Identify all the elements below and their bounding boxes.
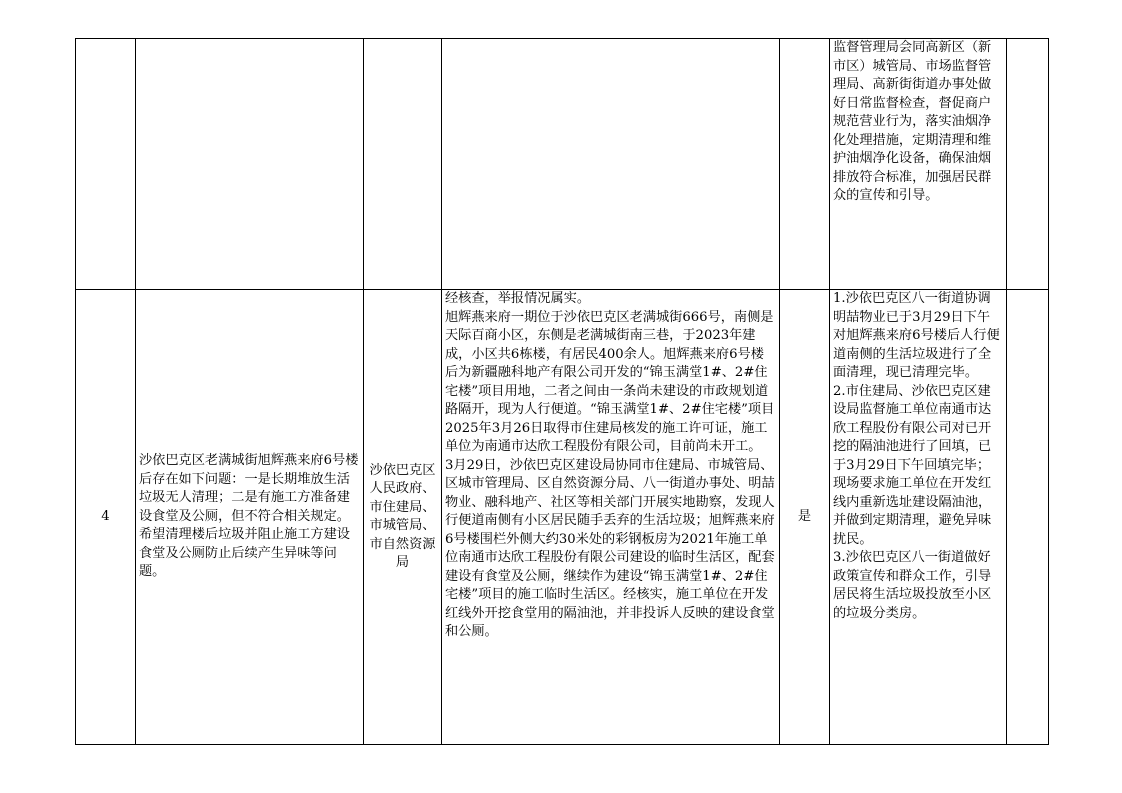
cell-findings [442, 290, 780, 745]
findings-paragraph: 经核查，举报情况属实。 [445, 291, 591, 306]
findings-paragraph: 3月29日，沙依巴克区建设局协同市住建局、市城管局、区城市管理局、区自然资源分局、八一街道办事处、明喆物业、融科地产、社区等相关部门开展实地勘察，发现人行便道南侧有小区居民随手丢弃的生活垃圾；旭辉燕来府6号楼围栏外侧大约30米处的彩钢板房为2021年施工单位南通市达欣工程股份有限公司建设的临时生活区，配套建设有食堂及公厕，继续作为建设“锦玉满堂1#、2#住宅楼”项目的施工临时生活区。经核实，施工单位在开发红线外开挖食堂用的隔油池，并非投诉人反映的建设食堂和公厕。 [445, 457, 775, 639]
measure-item: 3.沙依巴克区八一街道做好政策宣传和群众工作，引导居民将生活垃圾投放至小区的垃圾分类房。 [833, 550, 992, 621]
cell-number-empty [76, 39, 136, 290]
cell-departments-empty [364, 39, 442, 290]
cell-departments: 沙依巴克区人民政府、市住建局、市城管局、市自然资源局 [364, 290, 442, 745]
findings-paragraph: 旭辉燕来府一期位于沙依巴克区老满城街666号，南侧是天际百商小区，东侧是老满城街南三巷，于2023年建成，小区共6栋楼，有居民400余人。旭辉燕来府6号楼后为新疆融科地产有限公司开发的“锦玉满堂1#、2#住宅楼”项目用地，二者之间由一条尚未建设的市政规划道路隔开，现为人行便道。“锦玉满堂1#、2#住宅楼”项目2025年3月26日取得市住建局核发的施工许可证，施工单位为南通市达欣工程股份有限公司，目前尚未开工。 [445, 309, 775, 454]
cell-complaint-empty [136, 39, 364, 290]
cell-findings-empty [442, 39, 780, 290]
cell-measures [830, 290, 1007, 745]
cell-handling-measures: 监督管理局会同高新区（新市区）城管局、市场监督管理局、高新街街道办事处做好日常监督检查，督促商户规范营业行为，落实油烟净化处理措施，定期清理和维护油烟净化设备，确保油烟排放符合标准，加强居民群众的宣传和引导。 [830, 39, 1007, 290]
cell-verified: 是 [780, 290, 830, 745]
table-row [76, 290, 1049, 745]
cell-verified-empty [780, 39, 830, 290]
complaint-table [75, 38, 1049, 745]
cell-remarks-empty [1007, 39, 1049, 290]
table-row-continued [76, 39, 1049, 290]
cell-number: 4 [76, 290, 136, 745]
measure-item: 1.沙依巴克区八一街道协调明喆物业已于3月29日下午对旭辉燕来府6号楼后人行便道南侧的生活垃圾进行了全面清理，现已清理完毕。 [833, 291, 1000, 380]
measure-item: 2.市住建局、沙依巴克区建设局监督施工单位南通市达欣工程股份有限公司对已开挖的隔油池进行了回填，已于3月29日下午回填完毕；现场要求施工单位在开发红线内重新选址建设隔油池，并做到定期清理，避免异味扰民。 [833, 383, 992, 547]
cell-complaint: 沙依巴克区老满城街旭辉燕来府6号楼后存在如下问题：一是长期堆放生活垃圾无人清理；二是有施工方准备建设食堂及公厕，但不符合相关规定。希望清理楼后垃圾并阻止施工方建设食堂及公厕防止后续产生异味等问题。 [136, 290, 364, 745]
cell-remarks-empty [1007, 290, 1049, 745]
